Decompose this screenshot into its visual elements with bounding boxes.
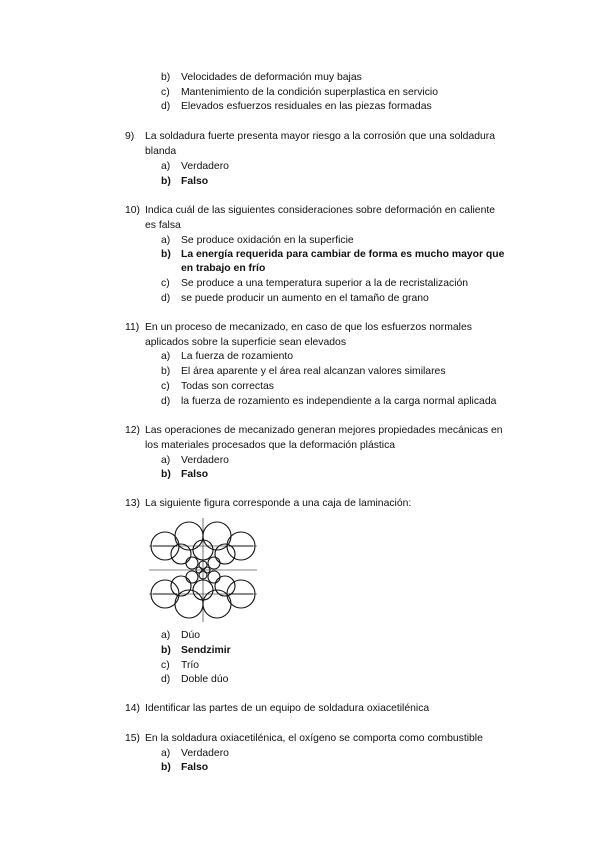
option-text-correct: Falso: [181, 469, 209, 480]
option-letter: b): [161, 645, 171, 656]
option-text: Elevados esfuerzos residuales en las piezas formadas: [181, 101, 432, 112]
option-letter: a): [161, 351, 171, 362]
option-letter: a): [161, 748, 171, 759]
option-letter: d): [161, 396, 171, 407]
question-number: 13): [125, 498, 141, 509]
option-text-correct: La energía requerida para cambiar de forma es mucho mayor que: [181, 249, 505, 260]
question-number: 9): [125, 131, 135, 142]
option-letter: c): [161, 660, 170, 671]
option-text-correct: Falso: [181, 176, 209, 187]
question-text-line: es falsa: [145, 220, 181, 231]
option-letter: b): [161, 762, 171, 773]
question-text-line: En la soldadura oxiacetilénica, el oxígeno se comporta como combustible: [145, 733, 483, 744]
option-text: Verdadero: [181, 748, 229, 759]
option-text: Trío: [181, 660, 200, 671]
option-letter: d): [161, 101, 171, 112]
option-letter: a): [161, 235, 171, 246]
question-text-line: La siguiente figura corresponde a una caja de laminación:: [145, 498, 412, 509]
question-number: 10): [125, 205, 141, 216]
option-text: Doble dúo: [181, 674, 229, 685]
option-letter: b): [161, 176, 171, 187]
option-letter: b): [161, 249, 171, 260]
sendzimir-rolling-mill-diagram: [147, 516, 259, 624]
option-letter: c): [161, 278, 170, 289]
option-text: Se produce oxidación en la superficie: [181, 235, 354, 246]
question-text-line: En un proceso de mecanizado, en caso de que los esfuerzos normales: [145, 322, 472, 333]
option-text: Se produce a una temperatura superior a la de recristalización: [181, 278, 469, 289]
question-number: 12): [125, 425, 141, 436]
question-number: 15): [125, 733, 141, 744]
question-number: 14): [125, 703, 141, 714]
option-letter: b): [161, 469, 171, 480]
option-text: El área aparente y el área real alcanzan valores similares: [181, 366, 446, 377]
question-number: 11): [125, 322, 140, 333]
option-letter: a): [161, 630, 171, 641]
option-text: Verdadero: [181, 455, 229, 466]
option-text-correct: Sendzimir: [181, 645, 231, 656]
option-text: Velocidades de deformación muy bajas: [181, 72, 362, 83]
option-text: Verdadero: [181, 161, 229, 172]
option-letter: a): [161, 161, 171, 172]
option-text: Mantenimiento de la condición superplastica en servicio: [181, 87, 439, 98]
option-text-correct-cont: en trabajo en frío: [181, 263, 266, 274]
question-text-line: blanda: [145, 146, 177, 157]
option-text: La fuerza de rozamiento: [181, 351, 294, 362]
option-text: se puede producir un aumento en el tamaño de grano: [181, 293, 429, 304]
option-text: Dúo: [181, 630, 201, 641]
question-text-line: Las operaciones de mecanizado generan mejores propiedades mecánicas en: [145, 425, 503, 436]
option-letter: b): [161, 366, 171, 377]
option-text: Todas son correctas: [181, 381, 274, 392]
option-letter: a): [161, 455, 171, 466]
option-text-correct: Falso: [181, 762, 209, 773]
option-letter: c): [161, 87, 170, 98]
question-text-line: Identificar las partes de un equipo de soldadura oxiacetilénica: [145, 703, 430, 714]
question-text-line: La soldadura fuerte presenta mayor riesgo a la corrosión que una soldadura: [145, 131, 496, 142]
option-letter: c): [161, 381, 170, 392]
option-letter: b): [161, 72, 171, 83]
question-text-line: los materiales procesados que la deformación plástica: [145, 440, 396, 451]
option-letter: d): [161, 674, 171, 685]
question-text-line: Indica cuál de las siguientes consideraciones sobre deformación en caliente: [145, 205, 496, 216]
option-letter: d): [161, 293, 171, 304]
option-text: la fuerza de rozamiento es independiente a la carga normal aplicada: [181, 396, 497, 407]
question-text-line: aplicados sobre la superficie sean elevados: [145, 337, 347, 348]
